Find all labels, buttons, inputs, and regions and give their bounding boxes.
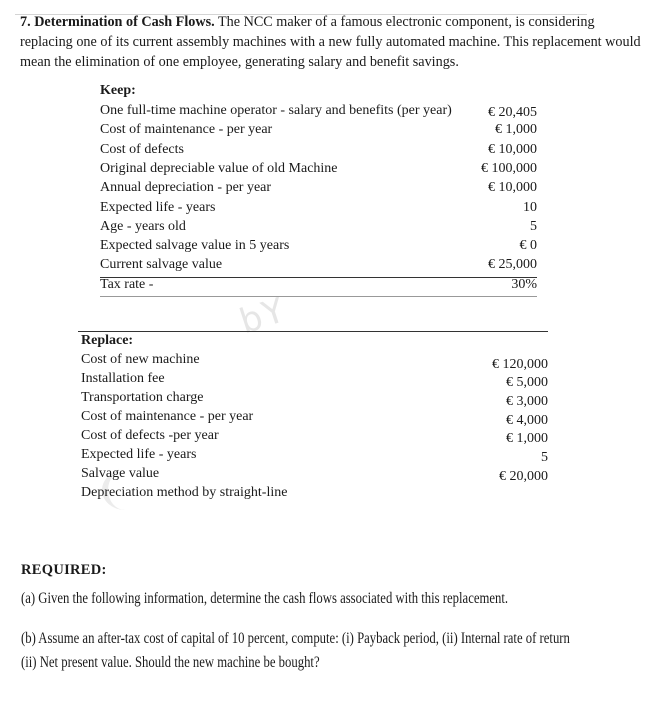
keep-row-value: 5	[530, 218, 537, 234]
replace-row-value: € 20,000	[499, 469, 548, 484]
replace-row-label: Depreciation method by straight-line	[81, 485, 288, 500]
requirement-b-line1: (b) Assume an after-tax cost of capital of 10 percent, compute: (i) Payback period, (ii) Internal rate of return	[21, 630, 570, 647]
replace-row-value: 5	[541, 450, 548, 465]
keep-row	[100, 257, 537, 276]
replace-row	[81, 352, 548, 371]
replace-row	[81, 447, 548, 466]
keep-row	[100, 219, 537, 238]
replace-row-value: € 5,000	[506, 375, 548, 390]
replace-row-label: Transportation charge	[81, 390, 204, 405]
replace-row	[81, 409, 548, 428]
keep-row-label: Tax rate -	[100, 276, 154, 292]
replace-row-label: Expected life - years	[81, 447, 197, 462]
keep-row-value: € 100,000	[481, 160, 537, 176]
replace-row	[81, 428, 548, 447]
keep-row-value: 10	[523, 199, 537, 215]
keep-row-label: Current salvage value	[100, 257, 223, 273]
keep-row	[100, 277, 537, 296]
keep-row	[100, 238, 537, 257]
keep-row-value: 30%	[511, 276, 537, 292]
keep-row	[100, 122, 537, 141]
keep-table	[100, 83, 537, 298]
keep-row	[100, 200, 537, 219]
problem-title: 7. Determination of Cash Flows.	[20, 14, 215, 30]
keep-row	[100, 142, 537, 161]
replace-row-value: € 1,000	[506, 431, 548, 446]
keep-row-label: Age - years old	[100, 218, 186, 234]
keep-row	[100, 180, 537, 199]
table-rule	[100, 277, 537, 278]
keep-row-label: Expected salvage value in 5 years	[100, 238, 290, 254]
requirement-b-line2: (ii) Net present value. Should the new machine be bought?	[21, 654, 320, 671]
replace-row-label: Installation fee	[81, 371, 165, 386]
keep-row	[100, 103, 537, 122]
keep-row-label: Cost of defects	[100, 141, 184, 157]
replace-row	[81, 371, 548, 390]
replace-row-label: Cost of defects -per year	[81, 428, 219, 443]
replace-row-label: Cost of new machine	[81, 352, 200, 367]
replace-row	[81, 466, 548, 485]
required-heading: REQUIRED:	[21, 562, 107, 578]
table-rule	[100, 296, 537, 297]
replace-row-value: € 120,000	[492, 357, 548, 372]
watermark-text: bY	[234, 289, 292, 343]
replace-row	[81, 485, 548, 504]
problem-text: The NCC maker of a famous electronic component, is considering replacing one of its current assembly machines with a new fully automated machine. This replacement would mean the elimination of one employee, generating salary and benefit savings.	[20, 14, 641, 70]
requirement-a: (a) Given the following information, determine the cash flows associated with this replacement.	[21, 590, 509, 607]
replace-row	[81, 390, 548, 409]
keep-row-value: € 20,405	[488, 105, 537, 120]
keep-heading: Keep:	[100, 83, 136, 98]
keep-row-label: One full-time machine operator - salary and benefits (per year)	[100, 103, 452, 118]
keep-row-label: Original depreciable value of old Machine	[100, 160, 338, 176]
problem-intro	[20, 12, 650, 72]
keep-row-value: € 1,000	[495, 122, 537, 138]
keep-row-value: € 10,000	[488, 180, 537, 196]
replace-row-label: Salvage value	[81, 466, 160, 481]
keep-row-value: € 25,000	[488, 257, 537, 273]
keep-row-label: Cost of maintenance - per year	[100, 122, 273, 138]
keep-row-value: € 10,000	[488, 141, 537, 157]
replace-heading: Replace:	[81, 333, 134, 348]
keep-row-label: Annual depreciation - per year	[100, 180, 272, 196]
keep-row-value: € 0	[519, 238, 537, 254]
replace-row-label: Cost of maintenance - per year	[81, 409, 254, 424]
keep-row	[100, 161, 537, 180]
replace-row-value: € 4,000	[506, 413, 548, 428]
replace-table	[81, 333, 548, 508]
replace-row-value: € 3,000	[506, 394, 548, 409]
keep-row-label: Expected life - years	[100, 199, 216, 215]
table-rule	[78, 331, 548, 332]
